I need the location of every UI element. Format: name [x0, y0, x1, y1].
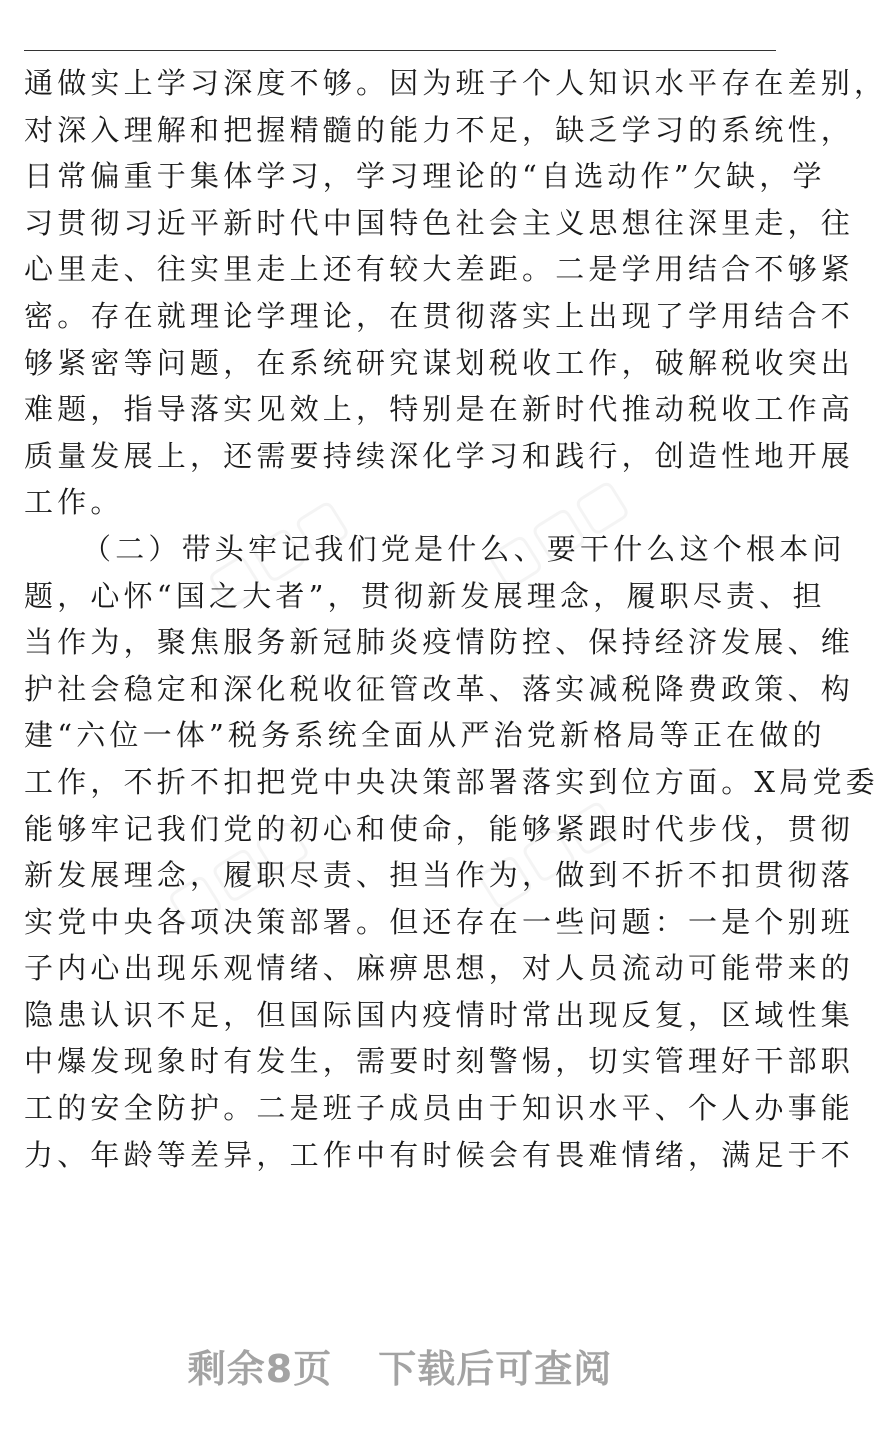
text-line: 实党中央各项决策部署。但还存在一些问题：一是个别班	[24, 904, 855, 939]
download-prompt-label: 下载后可查阅	[378, 1347, 613, 1391]
text-line: 工作，不折不扣把党中央决策部署落实到位方面。X局党委	[24, 764, 879, 799]
text-line: 中爆发现象时有发生，需要时刻警惕，切实管理好干部职	[24, 1044, 855, 1079]
text-line: 对深入理解和把握精髓的能力不足，缺乏学习的系统性，	[24, 112, 855, 147]
paragraph-2	[24, 526, 879, 1178]
text-line: 力、年龄等差异，工作中有时候会有畏难情绪，满足于不	[24, 1137, 855, 1172]
text-line: 工的安全防护。二是班子成员由于知识水平、个人办事能	[24, 1091, 855, 1126]
text-line: 能够牢记我们党的初心和使命，能够紧跟时代步伐，贯彻	[24, 811, 855, 846]
document-body	[24, 60, 887, 1178]
text-line: 隐患认识不足，但国际国内疫情时常出现反复，区域性集	[24, 997, 855, 1032]
text-line: 心里走、往实里走上还有较大差距。二是学用结合不够紧	[24, 252, 855, 287]
paragraph-1	[24, 60, 887, 526]
header-rule	[24, 50, 776, 51]
text-line: 子内心出现乐观情绪、麻痹思想，对人员流动可能带来的	[24, 951, 855, 986]
text-line: 通做实上学习深度不够。因为班子个人知识水平存在差别，	[24, 66, 887, 100]
text-line: 习贯彻习近平新时代中国特色社会主义思想往深里走，往	[24, 205, 855, 240]
text-line: 工作。	[24, 485, 124, 520]
text-line: 新发展理念，履职尽责、担当作为，做到不折不扣贯彻落	[24, 858, 855, 893]
text-line: 当作为，聚焦服务新冠肺炎疫情防控、保持经济发展、维	[24, 625, 855, 660]
text-line: 够紧密等问题，在系统研究谋划税收工作，破解税收突出	[24, 345, 855, 380]
remaining-pages-label: 剩余8页	[187, 1347, 333, 1391]
download-notice[interactable]	[0, 1338, 800, 1393]
text-line: 密。存在就理论学理论，在贯彻落实上出现了学用结合不	[24, 298, 855, 333]
text-line: 质量发展上，还需要持续深化学习和践行，创造性地开展	[24, 438, 855, 473]
text-line: 难题，指导落实见效上，特别是在新时代推动税收工作高	[24, 392, 855, 427]
text-line: 日常偏重于集体学习，学习理论的“自选动作”欠缺，学	[24, 159, 826, 194]
text-line: 护社会稳定和深化税收征管改革、落实减税降费政策、构	[24, 671, 855, 706]
text-line: 建“六位一体”税务系统全面从严治党新格局等正在做的	[24, 718, 826, 753]
text-line: 题，心怀“国之大者”，贯彻新发展理念，履职尽责、担	[24, 578, 826, 613]
section-heading-line: （二）带头牢记我们党是什么、要干什么这个根本问	[82, 531, 846, 566]
